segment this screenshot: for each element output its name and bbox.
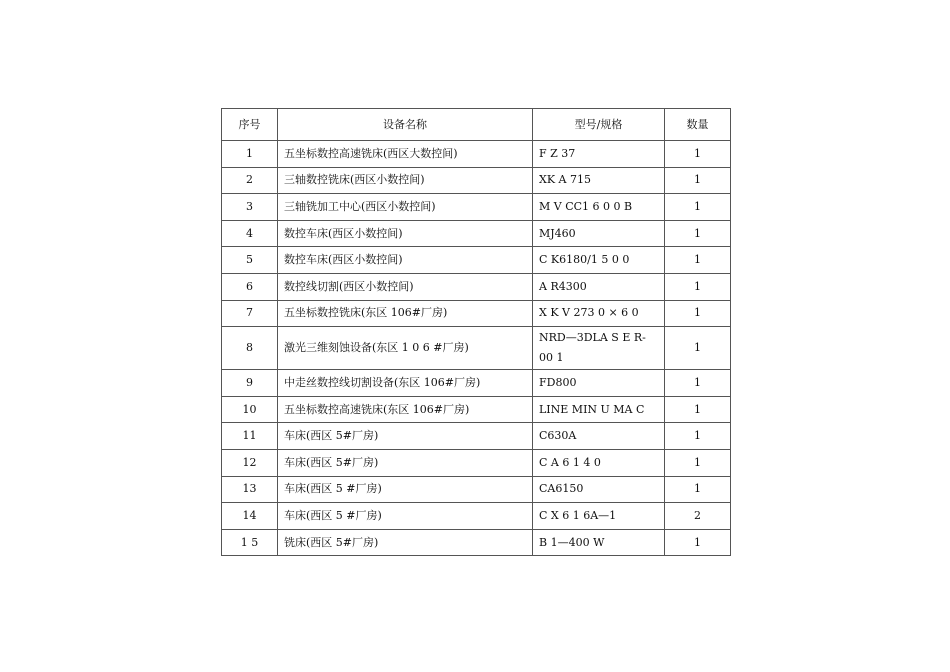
row-index: 11 (222, 423, 278, 450)
table-row (222, 503, 731, 530)
table-row (222, 167, 731, 194)
table-row (222, 476, 731, 503)
table-row (222, 327, 731, 370)
row-model: MJ460 (533, 220, 665, 247)
header-name: 设备名称 (278, 109, 533, 141)
row-quantity: 1 (665, 194, 731, 221)
row-quantity: 1 (665, 370, 731, 397)
row-quantity: 1 (665, 327, 731, 370)
table-row (222, 449, 731, 476)
table-row (222, 396, 731, 423)
row-quantity: 1 (665, 396, 731, 423)
row-quantity: 2 (665, 503, 731, 530)
row-model: A R4300 (533, 273, 665, 300)
table-row (222, 370, 731, 397)
row-index: 12 (222, 449, 278, 476)
row-index: 14 (222, 503, 278, 530)
row-name: 车床(西区 5 #厂房) (278, 476, 533, 503)
row-model: XK A 715 (533, 167, 665, 194)
table-row (222, 141, 731, 168)
row-model: FD800 (533, 370, 665, 397)
table-body (222, 141, 731, 556)
row-quantity: 1 (665, 273, 731, 300)
row-name: 车床(西区 5#厂房) (278, 423, 533, 450)
table-header (222, 109, 731, 141)
row-index: 3 (222, 194, 278, 221)
row-name: 中走丝数控线切割设备(东区 106#厂房) (278, 370, 533, 397)
row-name: 三轴铣加工中心(西区小数控间) (278, 194, 533, 221)
row-model: F Z 37 (533, 141, 665, 168)
header-quantity: 数量 (665, 109, 731, 141)
row-index: 13 (222, 476, 278, 503)
table-row (222, 194, 731, 221)
row-model: LINE MIN U MA C (533, 396, 665, 423)
row-index: 6 (222, 273, 278, 300)
row-model: X K V 273 0 × 6 0 (533, 300, 665, 327)
table-row (222, 273, 731, 300)
row-model: C A 6 1 4 0 (533, 449, 665, 476)
row-name: 数控车床(西区小数控间) (278, 220, 533, 247)
row-index: 8 (222, 327, 278, 370)
row-name: 三轴数控铣床(西区小数控间) (278, 167, 533, 194)
row-index: 2 (222, 167, 278, 194)
header-model: 型号/规格 (533, 109, 665, 141)
header-row (222, 109, 731, 141)
row-quantity: 1 (665, 423, 731, 450)
row-quantity: 1 (665, 141, 731, 168)
row-name: 数控车床(西区小数控间) (278, 247, 533, 274)
row-model: NRD—3DLA S E R-00 1 (533, 327, 665, 370)
row-index: 5 (222, 247, 278, 274)
row-quantity: 1 (665, 449, 731, 476)
row-quantity: 1 (665, 529, 731, 556)
table-row (222, 247, 731, 274)
row-name: 车床(西区 5 #厂房) (278, 503, 533, 530)
row-model: B 1—400 W (533, 529, 665, 556)
row-model: C630A (533, 423, 665, 450)
row-name: 五坐标数控高速铣床(西区大数控间) (278, 141, 533, 168)
row-quantity: 1 (665, 247, 731, 274)
header-index: 序号 (222, 109, 278, 141)
row-model: CA6150 (533, 476, 665, 503)
row-quantity: 1 (665, 300, 731, 327)
row-model: C K6180/1 5 0 0 (533, 247, 665, 274)
row-index: 1 (222, 141, 278, 168)
row-model: C X 6 1 6A—1 (533, 503, 665, 530)
row-index: 10 (222, 396, 278, 423)
row-quantity: 1 (665, 220, 731, 247)
row-index: 1 5 (222, 529, 278, 556)
table-row (222, 220, 731, 247)
row-name: 五坐标数控高速铣床(东区 106#厂房) (278, 396, 533, 423)
row-quantity: 1 (665, 476, 731, 503)
table-row (222, 423, 731, 450)
row-model: M V CC1 6 0 0 B (533, 194, 665, 221)
row-index: 7 (222, 300, 278, 327)
row-name: 五坐标数控铣床(东区 106#厂房) (278, 300, 533, 327)
row-index: 9 (222, 370, 278, 397)
row-quantity: 1 (665, 167, 731, 194)
equipment-table (221, 108, 731, 556)
row-name: 激光三维刻蚀设备(东区 1 0 6 #厂房) (278, 327, 533, 370)
table-row (222, 300, 731, 327)
table-row (222, 529, 731, 556)
row-name: 车床(西区 5#厂房) (278, 449, 533, 476)
row-name: 铣床(西区 5#厂房) (278, 529, 533, 556)
row-index: 4 (222, 220, 278, 247)
row-name: 数控线切割(西区小数控间) (278, 273, 533, 300)
